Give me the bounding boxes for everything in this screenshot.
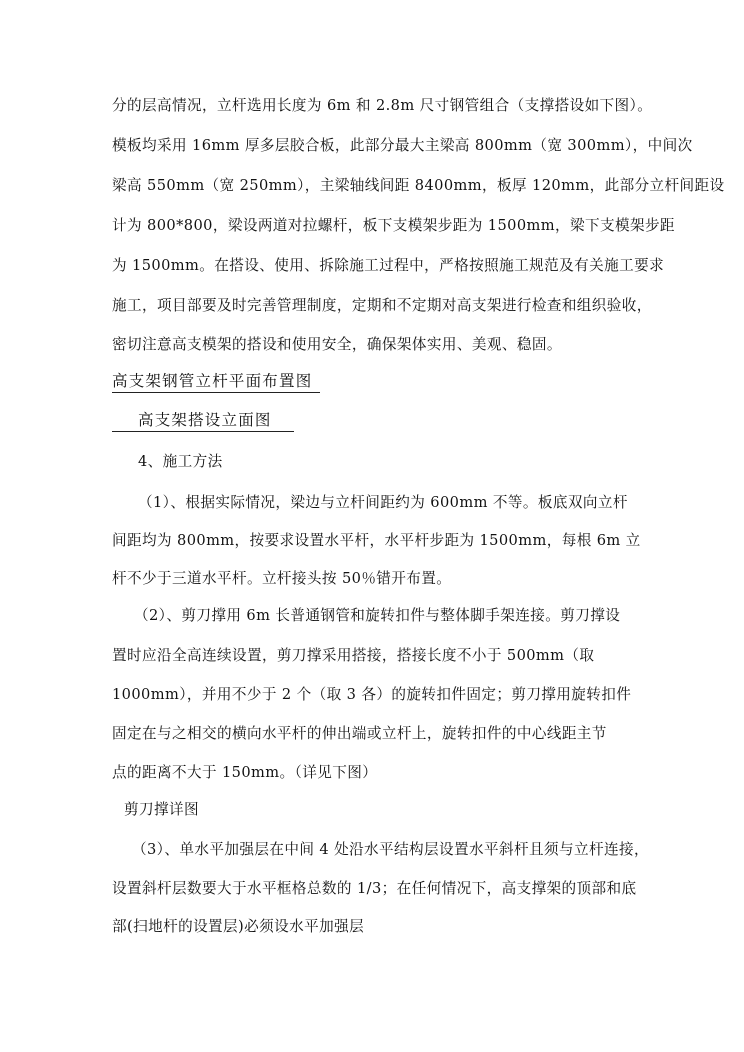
- paragraph-line: 间距均为 800mm，按要求设置水平杆，水平杆步距为 1500mm，每根 6m 立: [112, 532, 641, 549]
- paragraph-line: 设置斜杆层数要大于水平框格总数的 1/3；在任何情况下，高支撑架的顶部和底: [112, 880, 637, 897]
- section-heading: 4、施工方法: [138, 453, 223, 470]
- paragraph-line: （3）、单水平加强层在中间 4 处沿水平结构层设置水平斜杆且须与立杆连接，: [132, 841, 649, 858]
- paragraph-line: 部(扫地杆的设置层)必须设水平加强层: [112, 918, 365, 935]
- paragraph-line: 杆不少于三道水平杆。立杆接头按 50％错开布置。: [112, 570, 452, 587]
- figure-heading-plan: 高支架钢管立杆平面布置图: [112, 370, 320, 393]
- figure-heading-elevation: 高支架搭设立面图: [112, 409, 294, 432]
- paragraph-line: 为 1500mm。在搭设、使用、拆除施工过程中，严格按照施工规范及有关施工要求: [112, 257, 665, 274]
- paragraph-line: 分的层高情况，立杆选用长度为 6m 和 2.8m 尺寸钢管组合（支撑搭设如下图）。: [112, 97, 653, 114]
- paragraph-line: （2）、剪刀撑用 6m 长普通钢管和旋转扣件与整体脚手架连接。剪刀撑设: [134, 607, 621, 624]
- paragraph-line: 置时应沿全高连续设置，剪刀撑采用搭接，搭接长度不小于 500mm（取: [112, 647, 595, 664]
- paragraph-line: 施工，项目部要及时完善管理制度，定期和不定期对高支架进行检查和组织验收，: [112, 297, 652, 314]
- figure-label: 剪刀撑详图: [124, 801, 199, 818]
- paragraph-line: 密切注意高支模架的搭设和使用安全，确保架体实用、美观、稳固。: [112, 336, 562, 353]
- paragraph-line: 计为 800*800，梁设两道对拉螺杆，板下支模架步距为 1500mm，梁下支模架步距: [112, 217, 675, 234]
- paragraph-line: 点的距离不大于 150mm。（详见下图）: [112, 764, 378, 781]
- paragraph-line: 1000mm），并用不少于 2 个（取 3 各）的旋转扣件固定；剪刀撑用旋转扣件: [112, 686, 632, 703]
- paragraph-line: 模板均采用 16mm 厚多层胶合板，此部分最大主梁高 800mm（宽 300mm），中间次: [112, 137, 693, 154]
- paragraph-line: 梁高 550mm（宽 250mm），主梁轴线间距 8400mm，板厚 120mm，此部分立杆间距设: [112, 177, 725, 194]
- paragraph-line: 固定在与之相交的横向水平杆的伸出端或立杆上，旋转扣件的中心线距主节: [112, 725, 607, 742]
- paragraph-line: （1）、根据实际情况，梁边与立杆间距约为 600mm 不等。板底双向立杆: [138, 494, 628, 511]
